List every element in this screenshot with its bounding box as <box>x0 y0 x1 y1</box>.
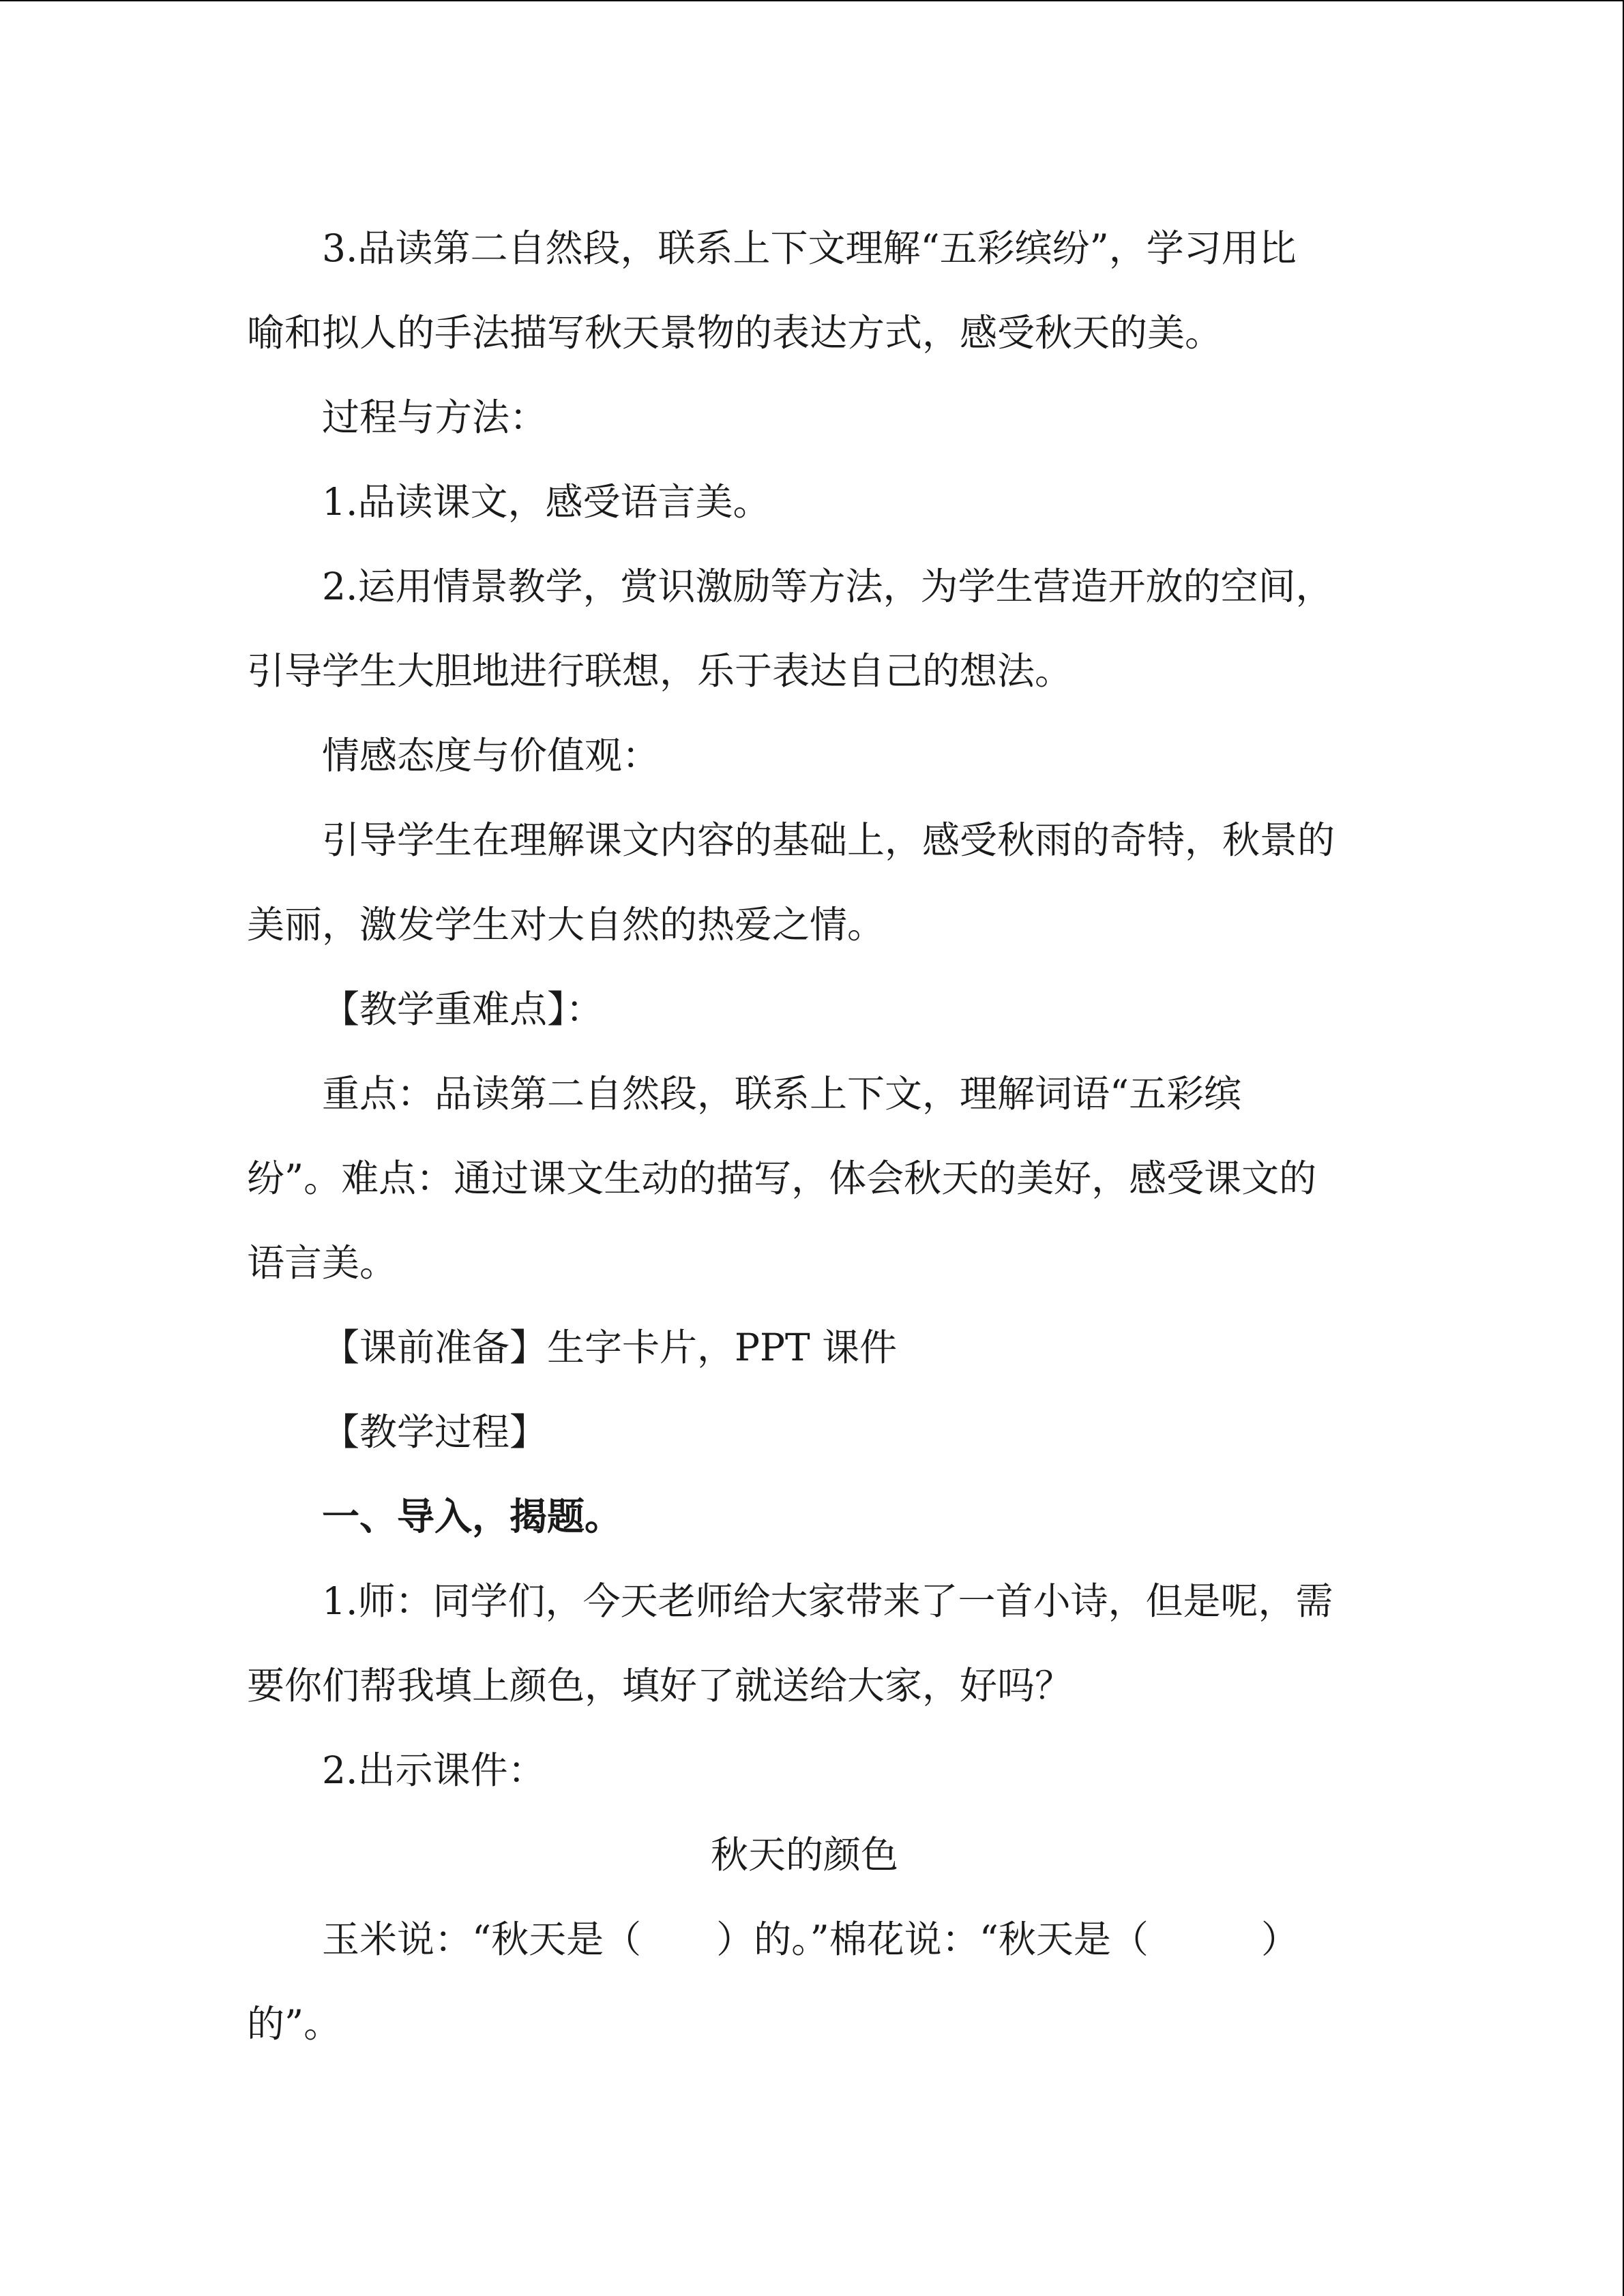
paragraph-objective-3-line-1: 3.品读第二自然段，联系上下文理解“五彩缤纷”，学习用比 <box>322 226 1297 270</box>
paragraph-key-points-line-1: 重点：品读第二自然段，联系上下文，理解词语“五彩缤 <box>322 1072 1242 1116</box>
paragraph-step-1-line-2: 要你们帮我填上颜色，填好了就送给大家，好吗？ <box>247 1664 1073 1708</box>
heading-teaching-process: 【教学过程】 <box>322 1410 548 1454</box>
paragraph-emotion-line-2: 美丽，激发学生对大自然的热爱之情。 <box>247 903 885 946</box>
paragraph-method-2-line-1: 2.运用情景教学，赏识激励等方法，为学生营造开放的空间， <box>322 565 1333 608</box>
heading-emotion-attitude-values: 情感态度与价值观： <box>322 734 660 777</box>
poem-title: 秋天的颜色 <box>710 1833 898 1877</box>
poem-line-1: 玉米说：“秋天是（ ）的。”棉花说：“秋天是（ ） <box>322 1918 1299 1961</box>
paragraph-method-1: 1.品读课文，感受语言美。 <box>322 480 771 524</box>
paragraph-preparation: 【课前准备】生字卡片，PPT 课件 <box>322 1326 898 1369</box>
paragraph-step-2: 2.出示课件： <box>322 1748 546 1792</box>
paragraph-objective-3-line-2: 喻和拟人的手法描写秋天景物的表达方式，感受秋天的美。 <box>247 311 1223 355</box>
section-heading-introduction: 一、导入，揭题。 <box>322 1494 623 1538</box>
heading-key-difficult-points: 【教学重难点】： <box>322 987 604 1031</box>
paragraph-emotion-line-1: 引导学生在理解课文内容的基础上，感受秋雨的奇特，秋景的 <box>322 818 1335 862</box>
paragraph-method-2-line-2: 引导学生大胆地进行联想，乐于表达自己的想法。 <box>247 649 1073 693</box>
document-body <box>247 206 1362 2066</box>
paragraph-step-1-line-1: 1.师：同学们，今天老师给大家带来了一首小诗，但是呢，需 <box>322 1579 1333 1623</box>
paragraph-key-points-line-3: 语言美。 <box>247 1241 398 1285</box>
paragraph-key-points-line-2: 纷”。难点：通过课文生动的描写，体会秋天的美好，感受课文的 <box>247 1157 1317 1200</box>
heading-process-and-method: 过程与方法： <box>322 396 548 439</box>
poem-line-2: 的”。 <box>247 2002 342 2046</box>
